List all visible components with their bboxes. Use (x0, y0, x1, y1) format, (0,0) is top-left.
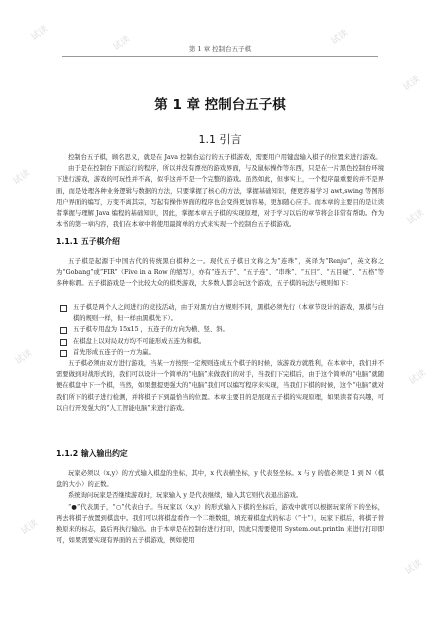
watermark: 试读 (401, 74, 423, 93)
list-item: 在棋盘上以对局双方均不可能形成五连为和棋。 (60, 336, 384, 347)
watermark: 试读 (407, 368, 429, 387)
watermark: 试读 (111, 34, 133, 53)
chapter-title: 第 1 章 控制台五子棋 (154, 97, 286, 113)
watermark: 试读 (13, 348, 35, 367)
gomoku-intro (56, 256, 384, 290)
paragraph: “●”代表黑子，“○”代表白子。当玩家以（x,y）的形式输入下棋的坐标后，游戏中就可以根据玩家所下的坐标，再去将棋子放置到棋盘中。我们可以将棋盘看作一个二维数组，填充着棋盘式的标志（“十”），玩家下棋后，将棋子替换原来的标志，最后再执行输出。由于本章是在控制台进行打印，因此只需要使用 System.out.println 来进行打印即可，如果需要实现有界面的五子棋游戏，例如使用 (56, 503, 384, 545)
list-item: 五子棋是两个人之间进行的竞技活动，由于对黑方白方规则不同，黑棋必须先行（本章节设计的游戏，黑棋与白棋的规则一样，但一样由黑棋先下）。 (60, 302, 384, 324)
io-text (56, 468, 384, 546)
section-title: 1.1 引言 (198, 133, 242, 146)
checkbox-bullet-icon (60, 339, 67, 346)
paragraph: 由于是在控制台下面运行的程序，所以并没有漂亮的游戏界面，与及鼠标操作等东西，只是在一片黑色控制台环境下进行游戏，游戏的可玩性并不高，似乎这并不是一个完整的游戏。虽然如此，但事实上，一个程序最重要的并不是界面，而是处理各种业务逻辑与数据的方法，只要掌握了核心的方法，掌握基础知识，便更容易学习 awt,swing 等图形用户界面的编写，万变不离其宗，写起有操作界面的程序也会变得更加容易，更加随心应手。而本章的主要目的是让读者掌握与理解 Java 编程的基础知识，因此，掌握本章五子棋的实现原理，对于学习以后的章节将会非常有帮助。作为本书的第一章内容，我们在本章中将使用最简单的方式来实现一个控制台五子棋游戏。 (56, 165, 384, 229)
paragraph: 五子棋必须由双方进行游戏，当某一方按照一定规则连成五个棋子的时候，该游戏方就胜利，在本章中，我们并不需要做到对战形式的，我们可以设计一个简单的“电脑”来做我们的对手，当我们下完棋后，由于这个简单的“电脑”就随便在棋盘中下一个棋，当然，如果想提更强大的“电脑”我们可以编写程序来实现，当我们下棋的时候，这个“电脑”就对我们所下的棋子进行检测，并将棋子下到最恰当的位置。本章主要目的是展现五子棋的实现原理，如果读者有兴趣，可以自行开发强大的“人工智能电脑”来进行游戏。 (56, 360, 384, 412)
checkbox-bullet-icon (60, 305, 67, 312)
checkbox-bullet-icon (60, 327, 67, 334)
running-header: 第 1 章 控制台五子棋 (188, 45, 252, 53)
paragraph: 五子棋是起源于中国古代的传统黑白棋种之一。现代五子棋日文称之为“连珠”，英译为“Renju”，英文称之为“Gobang”或“FIR”（Five in a Row 的缩写），亦有“连五子”、“五子连”、“串珠”、“五目”、“五目碰”、“五格”等多种称谓。五子棋游戏是一个比较大众的棋类游戏，大多数人都会玩这个游戏，五子棋的玩法与规则如下： (56, 258, 384, 288)
list-item: 首先形成五连子的一方为赢。 (60, 347, 384, 358)
list-item: 五子棋专用盘为 15x15 ，五连子的方向为横、竖、斜。 (60, 324, 384, 335)
rules-list (60, 302, 384, 358)
watermark: 试读 (405, 208, 427, 227)
intro-text (56, 152, 384, 230)
watermark: 试读 (29, 24, 51, 43)
paragraph: 玩家必须以（x,y）的方式输入棋盘的坐标，其中，x 代表横坐标，y 代表竖坐标。x 与 y 的值必须是 1 到 N（棋盘的大小）的正数。 (56, 470, 384, 489)
watermark: 试读 (403, 558, 425, 577)
header-divider (62, 56, 378, 57)
paragraph: 控制台五子棋，顾名思义，就是在 Java 控制台运行的五子棋游戏，需要用户用键盘输入棋子的位置来进行游戏。 (68, 154, 382, 161)
watermark: 试读 (329, 28, 351, 47)
subsection-heading: 1.1.1 五子棋介绍 (56, 237, 120, 246)
checkbox-bullet-icon (60, 350, 67, 357)
subsection-heading: 1.1.2 输入输出约定 (56, 449, 128, 458)
watermark: 试读 (19, 518, 41, 537)
paragraph: 系统询问玩家是否继续游戏时，玩家输入 y 是代表继续，输入其它则代表退出游戏。 (68, 492, 303, 500)
ai-opponent-text (56, 358, 384, 414)
watermark: 试读 (11, 168, 33, 187)
